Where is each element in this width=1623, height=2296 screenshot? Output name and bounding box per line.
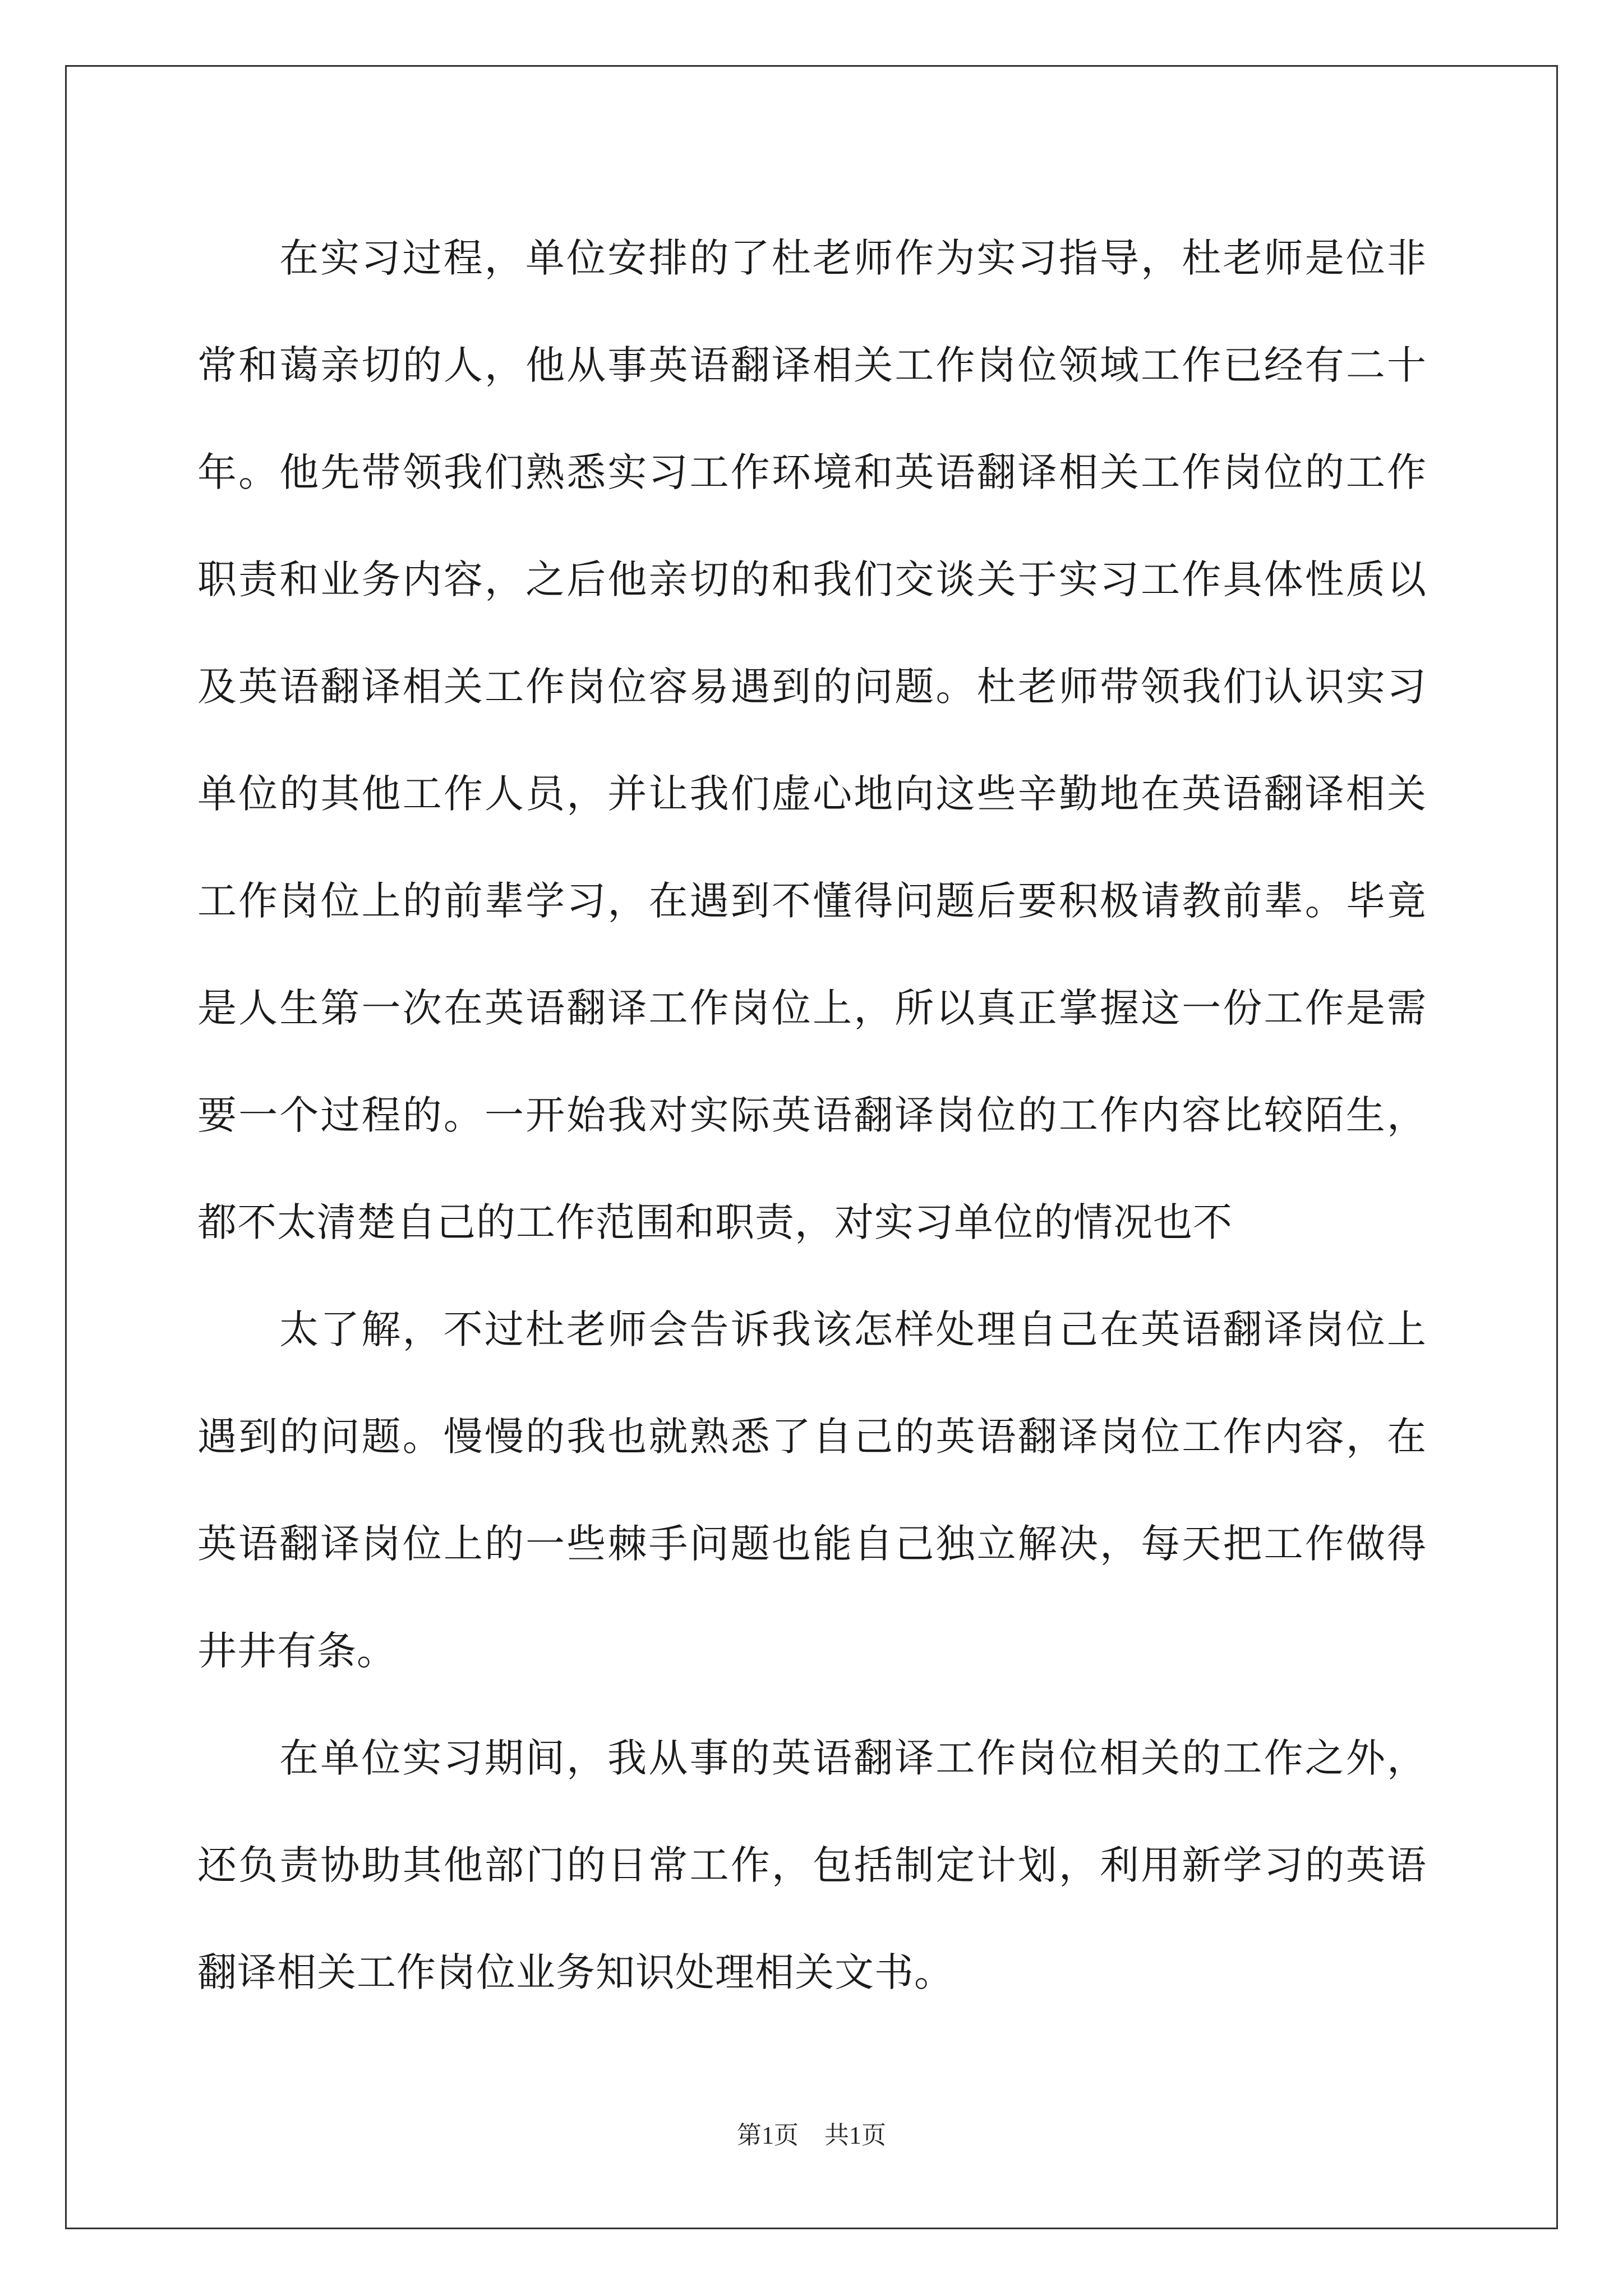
page-number-current: 第1页 (737, 2122, 799, 2149)
document-body (197, 205, 1427, 2026)
page-footer (0, 2115, 1623, 2151)
paragraph-additional-duties: 在单位实习期间，我从事的英语翻译工作岗位相关的工作之外，还负责协助其他部门的日常工作，包括制定计划，利用新学习的英语翻译相关工作岗位业务知识处理相关文书。 (197, 1735, 1427, 1995)
page-number-total: 共1页 (824, 2122, 886, 2149)
paragraph-internship-mentor: 在实习过程，单位安排的了杜老师作为实习指导，杜老师是位非常和蔼亲切的人，他从事英语翻译相关工作岗位领域工作已经有二十年。他先带领我们熟悉实习工作环境和英语翻译相关工作岗位的工作职责和业务内容，之后他亲切的和我们交谈关于实习工作具体性质以及英语翻译相关工作岗位容易遇到的问题。杜老师带领我们认识实习单位的其他工作人员，并让我们虚心地向这些辛勤地在英语翻译相关工作岗位上的前辈学习，在遇到不懂得问题后要积极请教前辈。毕竟是人生第一次在英语翻译工作岗位上，所以真正掌握这一份工作是需要一个过程的。一开始我对实际英语翻译岗位的工作内容比较陌生，都不太清楚自己的工作范围和职责，对实习单位的情况也不 (197, 235, 1427, 1245)
paragraph-learning-progress: 太了解，不过杜老师会告诉我该怎样处理自己在英语翻译岗位上遇到的问题。慢慢的我也就熟悉了自己的英语翻译岗位工作内容，在英语翻译岗位上的一些棘手问题也能自己独立解决，每天把工作做得井井有条。 (197, 1306, 1427, 1674)
